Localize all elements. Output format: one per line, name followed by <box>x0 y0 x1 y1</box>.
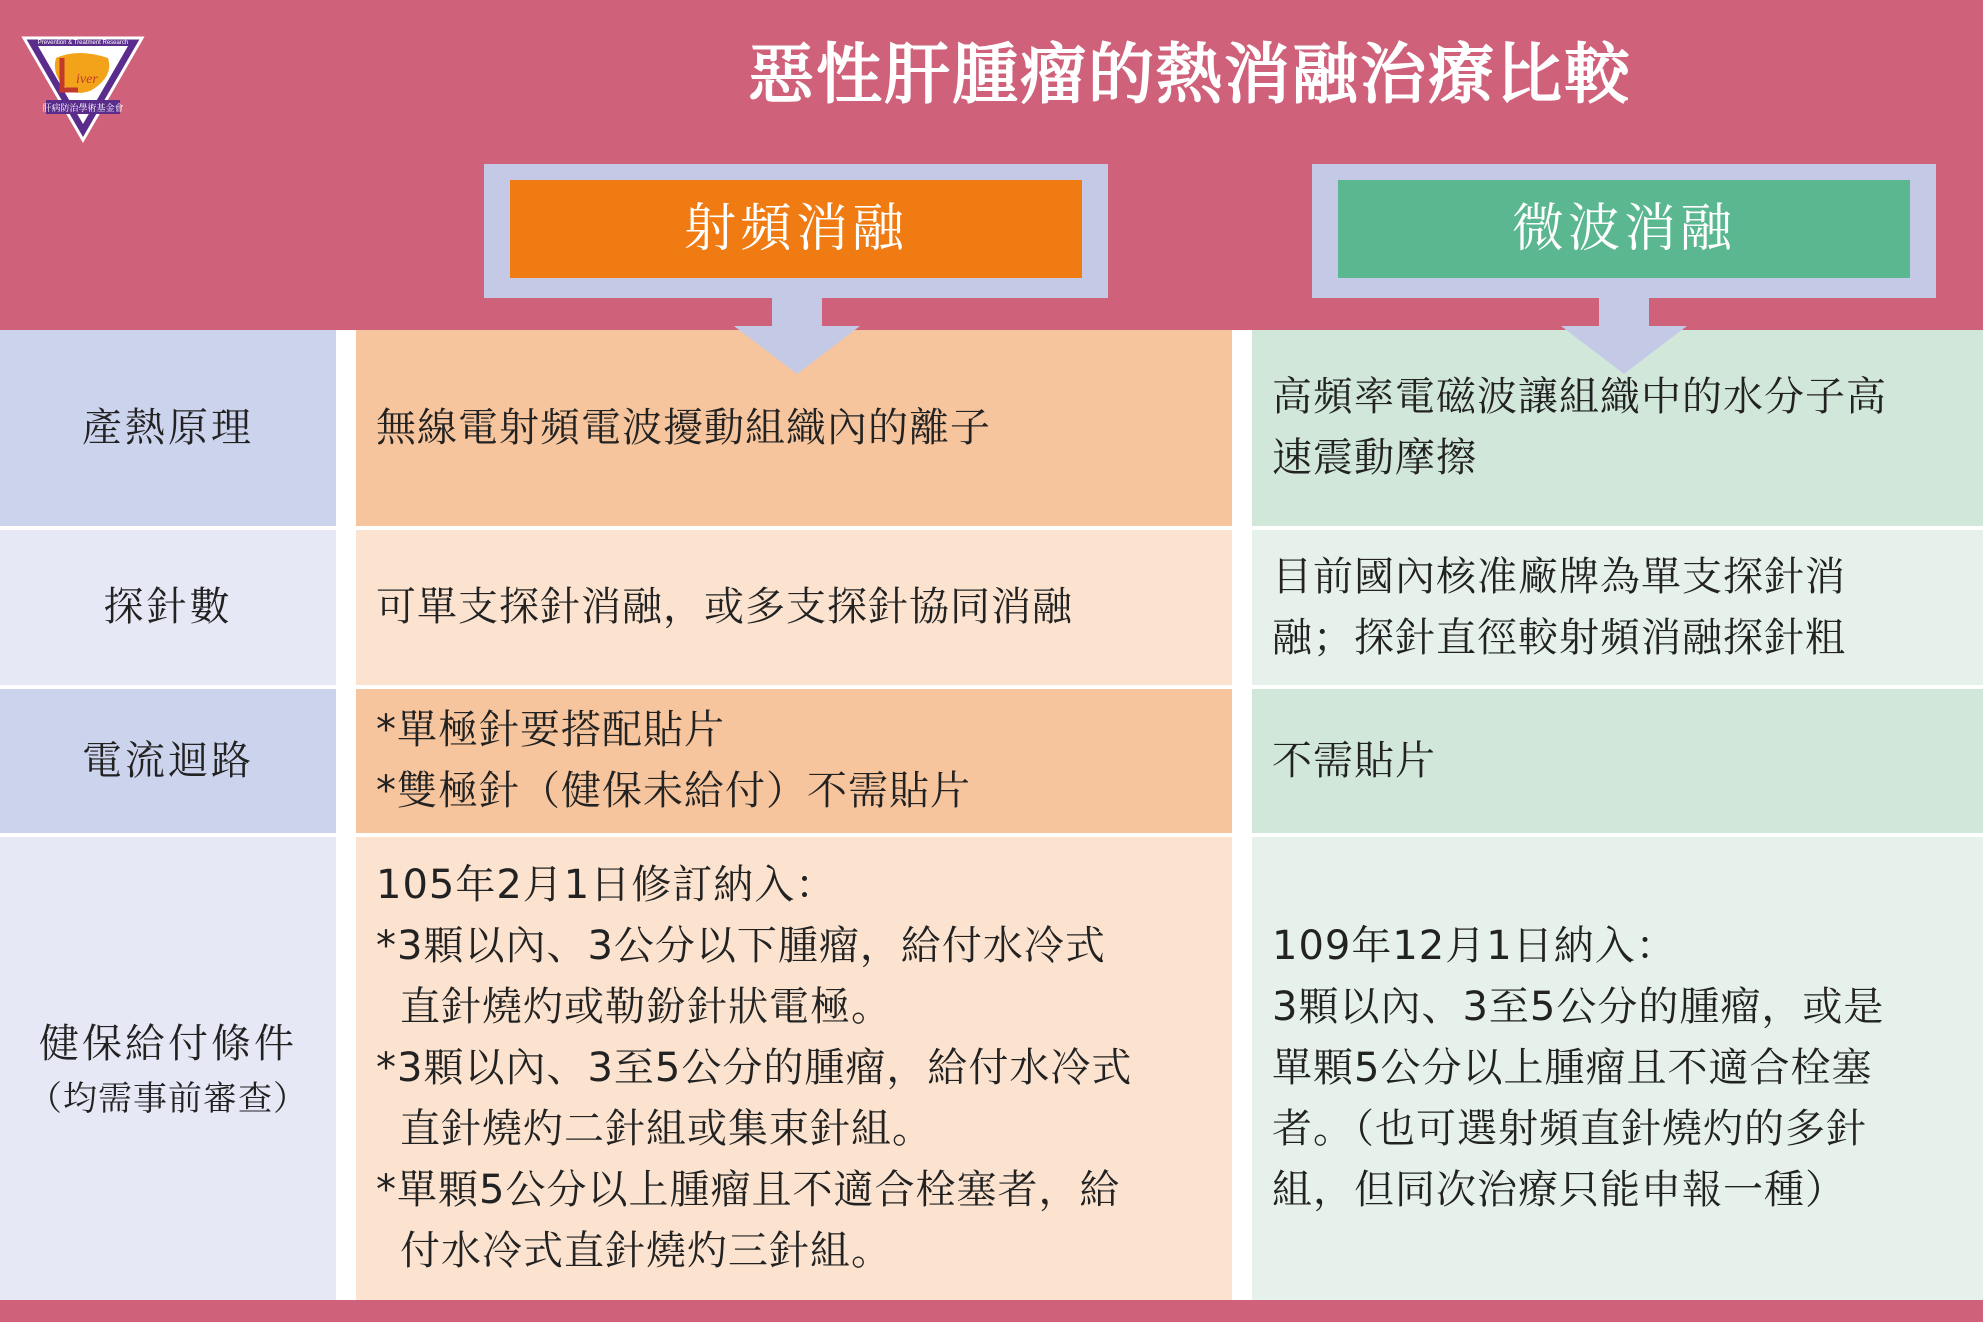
row-label-heat-principle <box>0 330 336 526</box>
cell-line: *雙極針（健保未給付）不需貼片 <box>376 768 971 814</box>
row-label-text: 探針數 <box>103 584 233 630</box>
cell-line: 可單支探針消融，或多支探針協同消融 <box>376 584 1073 630</box>
cell-line: 組，但同次治療只能申報一種） <box>1272 1167 1846 1213</box>
cell-line: 無線電射頻電波擾動組織內的離子 <box>376 404 991 451</box>
mw-down-arrow-icon <box>1561 290 1687 374</box>
cell-line: 109年12月1日納入： <box>1272 923 1677 969</box>
cell-line: 105年2月1日修訂納入： <box>376 862 837 908</box>
cell-line: 高頻率電磁波讓組織中的水分子高 <box>1272 374 1887 420</box>
cell-line: 付水冷式直針燒灼三針組。 <box>400 1228 892 1274</box>
row-label-insurance <box>0 837 336 1300</box>
rf-cell-insurance <box>356 837 1232 1300</box>
svg-text:iver: iver <box>76 72 98 87</box>
cell-line: 直針燒灼或勒鈖針狀電極。 <box>400 984 892 1030</box>
svg-text:肝病防治學術基金會: 肝病防治學術基金會 <box>42 104 124 114</box>
cell-line: 融；探針直徑較射頻消融探針粗 <box>1272 614 1846 661</box>
cell-line: 目前國內核准廠牌為單支探針消 <box>1272 553 1846 600</box>
row-label-probe-count <box>0 530 336 685</box>
mw-cell-current-circuit <box>1252 689 1983 833</box>
cell-line: *單極針要搭配貼片 <box>376 707 725 753</box>
row-label-text: 電流迴路 <box>82 737 254 784</box>
row-label-current-circuit <box>0 689 336 833</box>
cell-line: 者。（也可選射頻直針燒灼的多針 <box>1272 1106 1867 1152</box>
svg-text:Prevention & Treatment Researc: Prevention & Treatment Research <box>37 40 129 46</box>
mw-header-frame <box>1312 164 1936 298</box>
rf-cell-probe-count <box>356 530 1232 685</box>
cell-line: *3顆以內、3至5公分的腫瘤，給付水冷式 <box>376 1045 1133 1091</box>
rf-cell-current-circuit <box>356 689 1232 833</box>
cell-line: 速震動摩擦 <box>1272 435 1477 481</box>
cell-line: 直針燒灼二針組或集束針組。 <box>400 1106 933 1152</box>
cell-line: 不需貼片 <box>1272 737 1436 784</box>
cell-line: *單顆5公分以上腫瘤且不適合栓塞者，給 <box>376 1167 1121 1213</box>
rf-down-arrow-icon <box>734 290 860 374</box>
cell-line: *3顆以內、3公分以下腫瘤，給付水冷式 <box>376 923 1106 969</box>
cell-line: 單顆5公分以上腫瘤且不適合栓塞 <box>1272 1045 1873 1091</box>
row-label-text: 健保給付條件 <box>39 1021 297 1067</box>
page-title: 惡性肝腫瘤的熱消融治療比較 <box>748 36 1632 113</box>
bottom-bar <box>0 1300 1983 1322</box>
mw-header: 微波消融 <box>1338 180 1910 278</box>
mw-cell-probe-count <box>1252 530 1983 685</box>
comparison-table <box>0 330 1983 1300</box>
liver-foundation-logo-icon <box>18 28 148 148</box>
row-label-text: 產熱原理 <box>82 404 254 451</box>
mw-cell-insurance <box>1252 837 1983 1300</box>
cell-line: 3顆以內、3至5公分的腫瘤，或是 <box>1272 984 1885 1030</box>
rf-header-frame <box>484 164 1108 298</box>
rf-header: 射頻消融 <box>510 180 1082 278</box>
row-sublabel-text: （均需事前審查） <box>28 1079 308 1119</box>
